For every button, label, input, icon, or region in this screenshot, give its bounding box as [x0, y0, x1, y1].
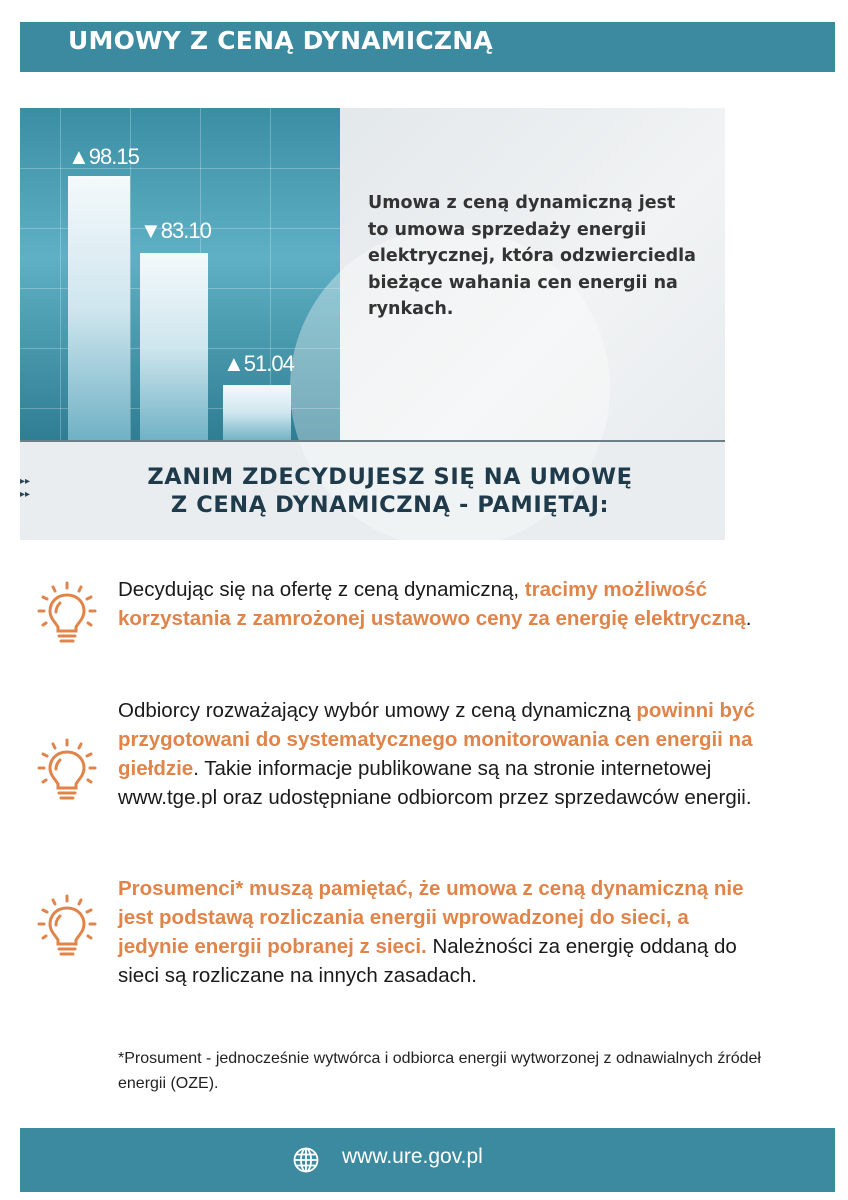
- footnote: *Prosument - jednocześnie wytwórca i odbiorca energii wytworzonej z odnawialnych źródeł energii (OZE).: [118, 1050, 761, 1092]
- bullet-text: Decydując się na ofertę z ceną dynamiczną, tracimy możliwość korzystania z zamrożonej ustawowo ceny za energię elektryczną.: [118, 578, 752, 630]
- lightbulb-icon: [36, 894, 98, 960]
- photo-bar: [68, 176, 130, 441]
- bullet-item: [36, 575, 756, 670]
- reminder-heading: [90, 463, 690, 519]
- lightbulb-icon: [36, 581, 98, 647]
- reminder-heading-line2: Z CENĄ DYNAMICZNĄ - PAMIĘTAJ:: [170, 492, 610, 518]
- page-title: UMOWY Z CENĄ DYNAMICZNĄ: [68, 26, 493, 55]
- bullet-text: Odbiorcy rozważający wybór umowy z ceną dynamiczną powinni być przygotowani do systematycznego monitorowania cen energii na giełdzie. Takie informacje publikowane są na stronie internetowej www.tge.pl oraz udostępniane odbiorcom przez sprzedawców energii.: [118, 699, 755, 809]
- photo-bar: [140, 253, 208, 441]
- divider: [20, 440, 725, 442]
- footer-banner: [20, 1128, 835, 1192]
- bullet-item: [36, 874, 756, 1029]
- reminder-heading-line1: ZANIM ZDECYDUJESZ SIĘ NA UMOWĘ: [147, 464, 633, 490]
- stock-label: ▲51.04: [223, 351, 294, 376]
- chevrons-icon: ▸▸ ▸▸: [20, 476, 31, 500]
- lightbulb-icon: [36, 738, 98, 804]
- bullet-text: Prosumenci* muszą pamiętać, że umowa z ceną dynamiczną nie jest podstawą rozliczania energii wprowadzonej do sieci, a jedynie energii pobranej z sieci. Należności za energię oddaną do sieci są rozliczane na innych zasadach.: [118, 877, 744, 987]
- globe-icon: [293, 1147, 319, 1173]
- stock-label: ▲98.15: [68, 144, 139, 169]
- header-banner: [20, 22, 835, 72]
- photo-bar: [223, 385, 291, 441]
- contract-definition: Umowa z ceną dynamiczną jest to umowa sprzedaży energii elektrycznej, która odzwierciedla bieżące wahania cen energii na rynkach.: [368, 193, 696, 319]
- stock-label: ▼83.10: [140, 218, 211, 243]
- website-link[interactable]: www.ure.gov.pl: [342, 1145, 483, 1168]
- hero-section: [20, 108, 725, 540]
- bullet-item: [36, 696, 756, 851]
